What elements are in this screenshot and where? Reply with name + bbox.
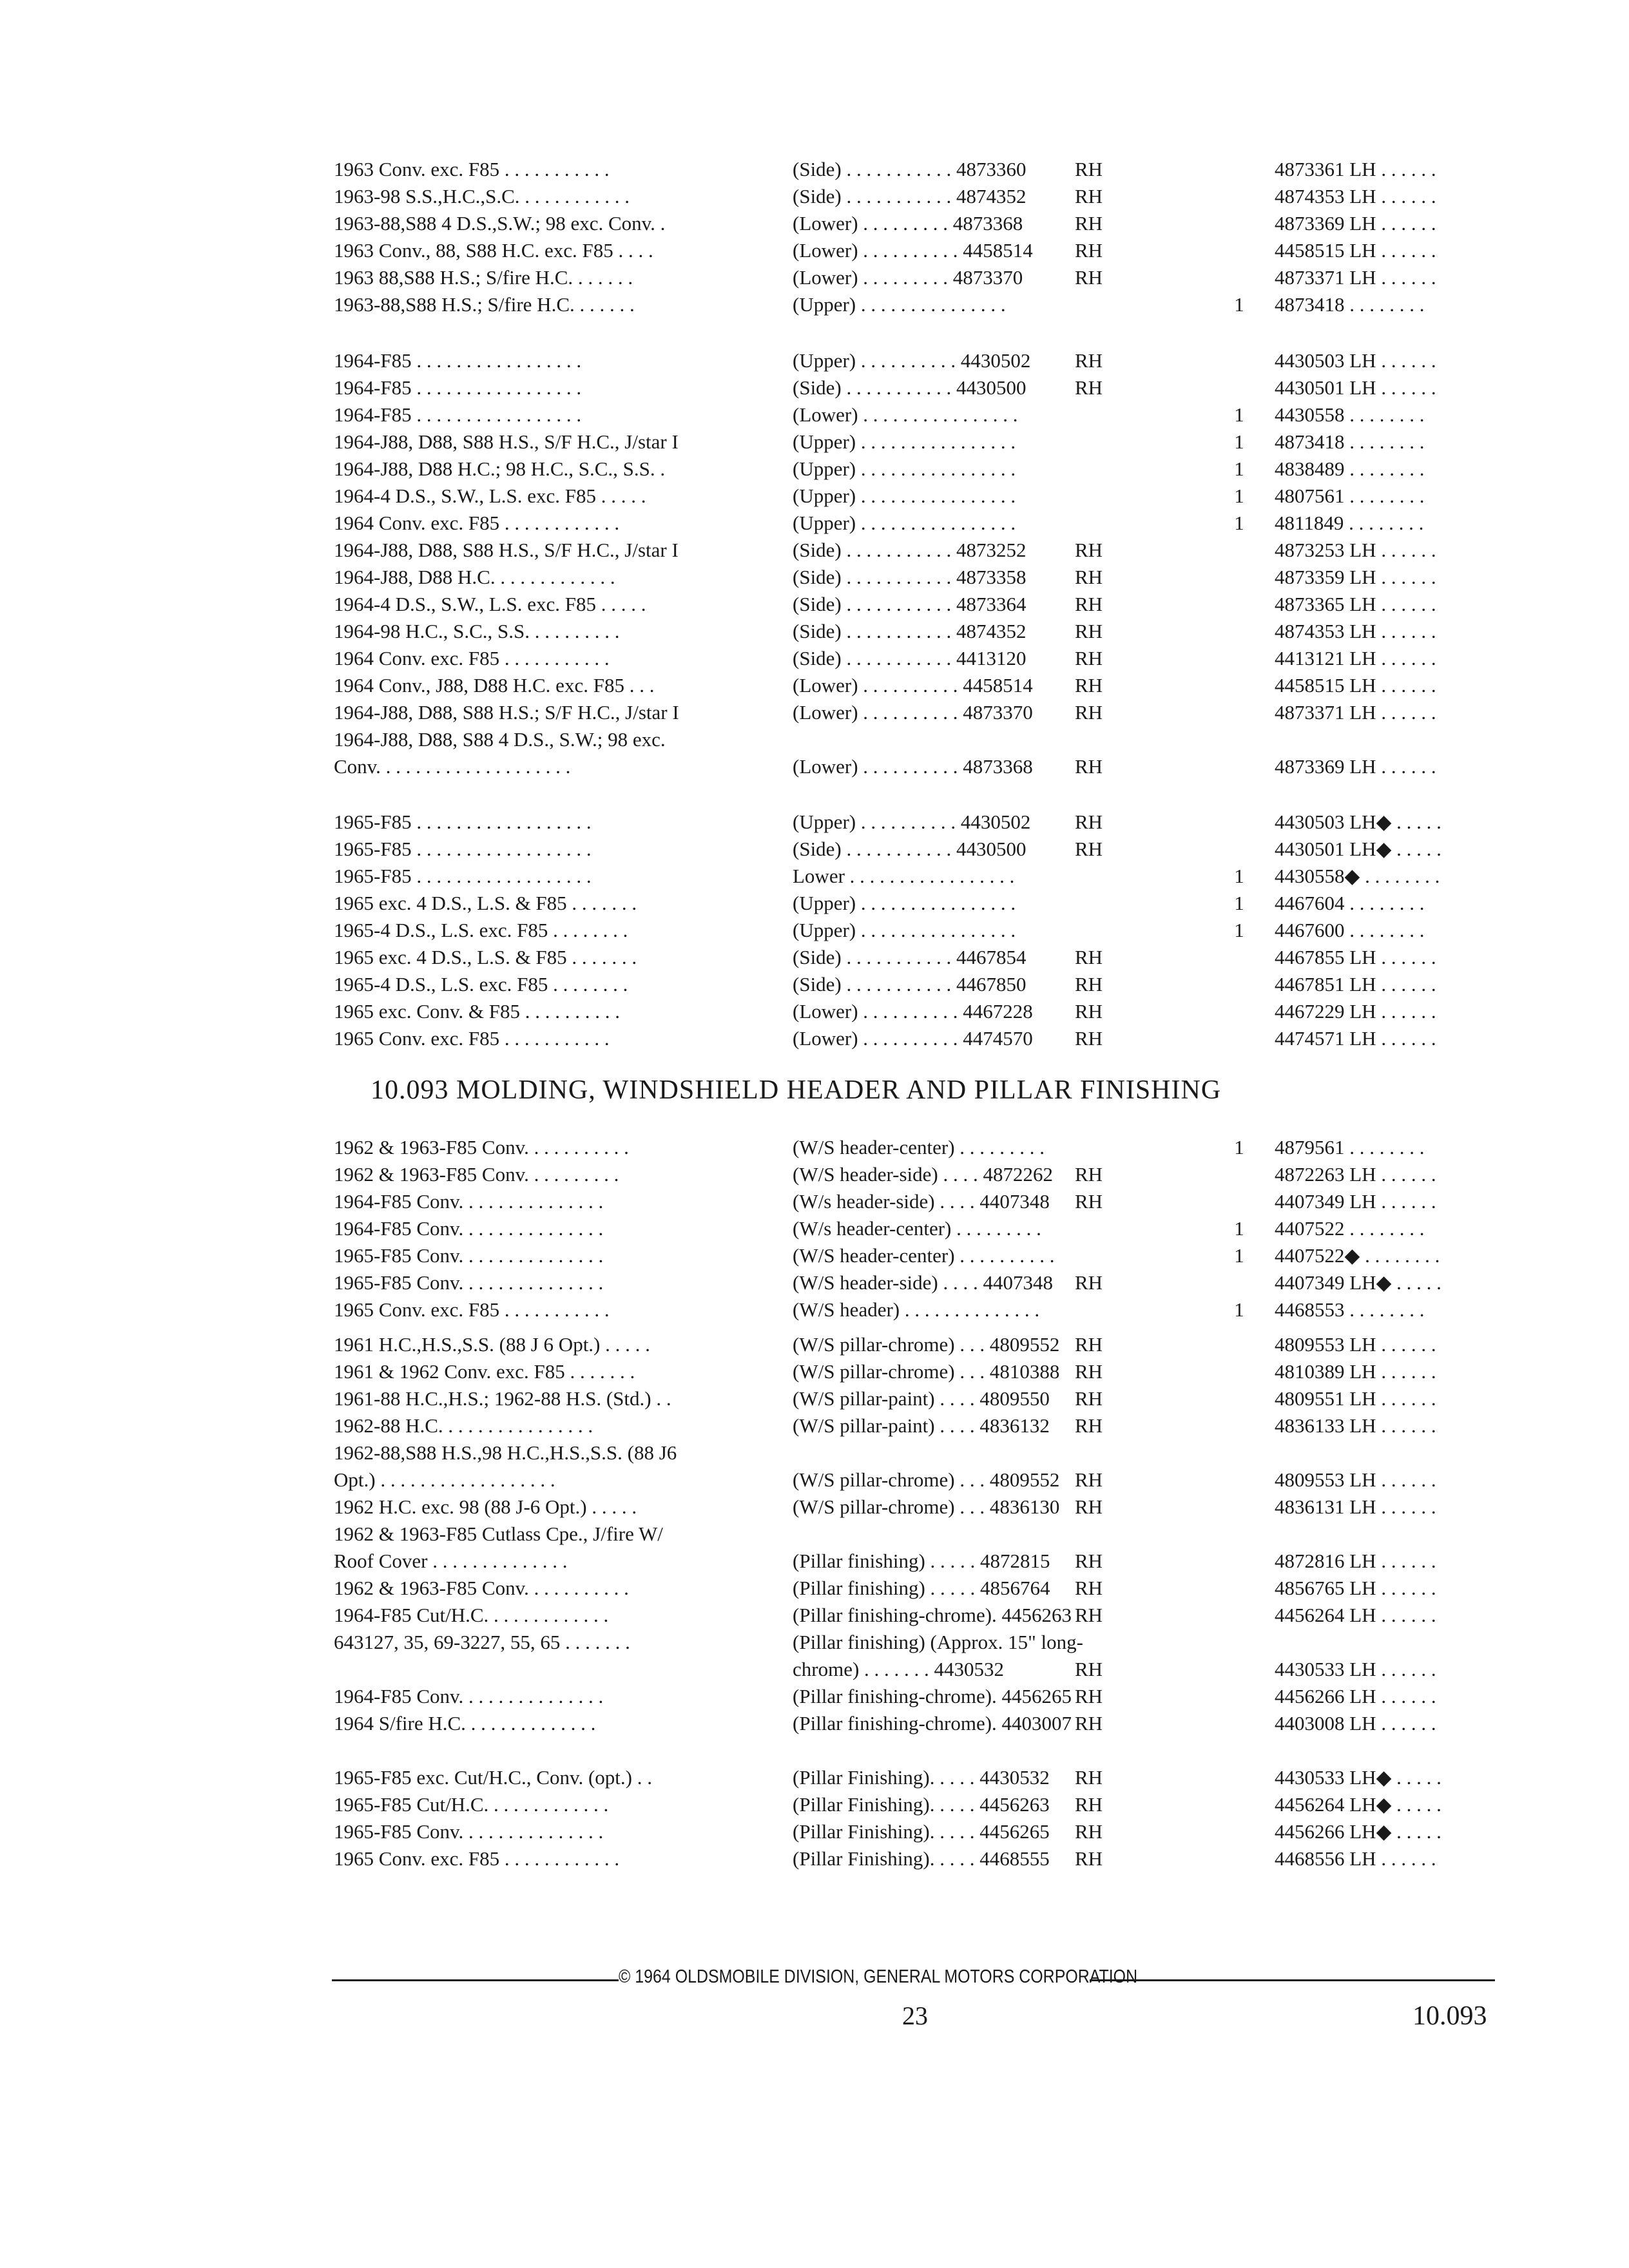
location-part-number: (Side) . . . . . . . . . . . 4413120 — [793, 647, 1027, 669]
lh-part-number: 4430503 LH . . . . . . — [1275, 349, 1436, 372]
location-part-number: (Side) . . . . . . . . . . . 4873252 — [793, 539, 1027, 561]
parts-group — [334, 1134, 1519, 1323]
lh-part-number: 4873253 LH . . . . . . — [1275, 539, 1436, 561]
application-text: 1963 Conv., 88, S88 H.C. exc. F85 . . . . — [334, 239, 653, 262]
application-text: 1965 exc. Conv. & F85 . . . . . . . . . . — [334, 1000, 621, 1023]
location-part-number: (W/s header-center) . . . . . . . . . — [793, 1217, 1041, 1240]
rh-label: RH — [1075, 1360, 1103, 1383]
quantity: 1 — [1234, 512, 1244, 534]
location-part-number: (Pillar Finishing). . . . . 4430532 — [793, 1766, 1050, 1789]
lh-part-number: 4468553 . . . . . . . . — [1275, 1298, 1425, 1321]
application-text: 1965 Conv. exc. F85 . . . . . . . . . . . — [334, 1027, 610, 1050]
parts-row — [334, 1161, 1519, 1188]
application-text: 1964-F85 Cut/H.C. . . . . . . . . . . . . — [334, 1604, 609, 1626]
parts-row — [334, 944, 1519, 971]
rh-label: RH — [1075, 811, 1103, 833]
rh-label: RH — [1075, 1793, 1103, 1816]
lh-part-number: 4456264 LH◆ . . . . . — [1275, 1793, 1441, 1816]
application-text: 1965-F85 Conv. . . . . . . . . . . . . . . — [334, 1271, 604, 1294]
location-part-number: (Lower) . . . . . . . . . . 4474570 — [793, 1027, 1033, 1050]
application-text: Conv. . . . . . . . . . . . . . . . . . . . — [334, 755, 571, 778]
parts-row — [334, 917, 1519, 944]
location-part-number: (Side) . . . . . . . . . . . 4874352 — [793, 185, 1027, 207]
application-text: 1965 Conv. exc. F85 . . . . . . . . . . . . — [334, 1847, 620, 1870]
parts-row — [334, 1602, 1519, 1629]
application-text: 1964-F85 . . . . . . . . . . . . . . . . . — [334, 376, 582, 399]
location-part-number: Lower . . . . . . . . . . . . . . . . . — [793, 865, 1015, 887]
rh-label: RH — [1075, 1190, 1103, 1213]
location-part-number: (Upper) . . . . . . . . . . 4430502 — [793, 811, 1031, 833]
parts-row — [334, 1683, 1519, 1710]
parts-row — [334, 1412, 1519, 1439]
application-text: 1964 Conv. exc. F85 . . . . . . . . . . . . — [334, 512, 620, 534]
parts-group — [334, 1331, 1519, 1737]
parts-row — [334, 726, 1519, 753]
location-part-number: (Pillar finishing) (Approx. 15" long- — [793, 1631, 1083, 1653]
application-text: 1964-J88, D88, S88 4 D.S., S.W.; 98 exc. — [334, 728, 666, 751]
rh-label: RH — [1075, 755, 1103, 778]
parts-row — [334, 264, 1519, 291]
location-part-number: (W/S pillar-chrome) . . . 4810388 — [793, 1360, 1060, 1383]
lh-part-number: 4430558◆ . . . . . . . . — [1275, 865, 1440, 887]
location-part-number: (Lower) . . . . . . . . . . 4458514 — [793, 239, 1033, 262]
application-text: 1965-F85 . . . . . . . . . . . . . . . . . . — [334, 811, 592, 833]
rh-label: RH — [1075, 1387, 1103, 1410]
location-part-number: (Lower) . . . . . . . . . . . . . . . . — [793, 403, 1018, 426]
lh-part-number: 4430501 LH . . . . . . — [1275, 376, 1436, 399]
parts-row — [334, 1548, 1519, 1575]
parts-row — [334, 1656, 1519, 1683]
parts-row — [334, 428, 1519, 456]
rh-label: RH — [1075, 1495, 1103, 1518]
lh-part-number: 4458515 LH . . . . . . — [1275, 239, 1436, 262]
location-part-number: (Side) . . . . . . . . . . . 4467850 — [793, 973, 1027, 995]
parts-row — [334, 537, 1519, 564]
parts-group — [334, 156, 1519, 318]
quantity: 1 — [1234, 892, 1244, 914]
lh-part-number: 4458515 LH . . . . . . — [1275, 674, 1436, 697]
rh-label: RH — [1075, 620, 1103, 642]
lh-part-number: 4467855 LH . . . . . . — [1275, 946, 1436, 968]
rh-label: RH — [1075, 1333, 1103, 1356]
rh-label: RH — [1075, 593, 1103, 615]
location-part-number: (Side) . . . . . . . . . . . 4430500 — [793, 838, 1027, 860]
parts-group — [334, 347, 1519, 780]
quantity: 1 — [1234, 1298, 1244, 1321]
parts-row — [334, 374, 1519, 401]
parts-row — [334, 699, 1519, 726]
location-part-number: (W/S pillar-paint) . . . . 4836132 — [793, 1414, 1050, 1437]
parts-row — [334, 1439, 1519, 1466]
location-part-number: (Upper) . . . . . . . . . . 4430502 — [793, 349, 1031, 372]
application-text: 1962 & 1963-F85 Cutlass Cpe., J/fire W/ — [334, 1523, 663, 1545]
parts-row — [334, 1134, 1519, 1161]
rh-label: RH — [1075, 1685, 1103, 1707]
location-part-number: (Upper) . . . . . . . . . . . . . . . . — [793, 430, 1016, 453]
location-part-number: (W/S pillar-paint) . . . . 4809550 — [793, 1387, 1050, 1410]
quantity: 1 — [1234, 1244, 1244, 1267]
lh-part-number: 4468556 LH . . . . . . — [1275, 1847, 1436, 1870]
application-text: 1963 88,S88 H.S.; S/fire H.C. . . . . . . — [334, 266, 633, 289]
location-part-number: (W/s header-side) . . . . 4407348 — [793, 1190, 1050, 1213]
rh-label: RH — [1075, 946, 1103, 968]
lh-part-number: 4873365 LH . . . . . . — [1275, 593, 1436, 615]
parts-row — [334, 1845, 1519, 1872]
application-text: 1965-F85 Conv. . . . . . . . . . . . . . . — [334, 1244, 604, 1267]
lh-part-number: 4430558 . . . . . . . . — [1275, 403, 1425, 426]
application-text: 1964-F85 . . . . . . . . . . . . . . . . . — [334, 349, 582, 372]
parts-row — [334, 890, 1519, 917]
location-part-number: (Pillar finishing-chrome). 4403007 — [793, 1712, 1072, 1735]
parts-row — [334, 1025, 1519, 1052]
application-text: 1965-F85 Conv. . . . . . . . . . . . . . . — [334, 1820, 604, 1843]
application-text: 1964-4 D.S., S.W., L.S. exc. F85 . . . . . — [334, 593, 646, 615]
lh-part-number: 4430533 LH . . . . . . — [1275, 1658, 1436, 1680]
lh-part-number: 4873361 LH . . . . . . — [1275, 158, 1436, 180]
application-text: 1962 H.C. exc. 98 (88 J-6 Opt.) . . . . . — [334, 1495, 637, 1518]
application-text: 1964-F85 Conv. . . . . . . . . . . . . . . — [334, 1190, 604, 1213]
lh-part-number: 4467851 LH . . . . . . — [1275, 973, 1436, 995]
rh-label: RH — [1075, 674, 1103, 697]
lh-part-number: 4413121 LH . . . . . . — [1275, 647, 1436, 669]
rh-label: RH — [1075, 1271, 1103, 1294]
parts-row — [334, 456, 1519, 483]
copyright-notice: © 1964 OLDSMOBILE DIVISION, GENERAL MOTORS CORPORATION — [619, 1966, 1138, 1987]
lh-part-number: 4874353 LH . . . . . . — [1275, 620, 1436, 642]
lh-part-number: 4872263 LH . . . . . . — [1275, 1163, 1436, 1186]
lh-part-number: 4873371 LH . . . . . . — [1275, 701, 1436, 724]
application-text: 1965-F85 . . . . . . . . . . . . . . . . . . — [334, 838, 592, 860]
application-text: 1964 S/fire H.C. . . . . . . . . . . . . . — [334, 1712, 596, 1735]
parts-row — [334, 1466, 1519, 1494]
location-part-number: (W/S header-side) . . . . 4407348 — [793, 1271, 1053, 1294]
location-part-number: (Upper) . . . . . . . . . . . . . . . . — [793, 485, 1016, 507]
location-part-number: (Lower) . . . . . . . . . . 4458514 — [793, 674, 1033, 697]
parts-row — [334, 483, 1519, 510]
rh-label: RH — [1075, 1468, 1103, 1491]
lh-part-number: 4872816 LH . . . . . . — [1275, 1550, 1436, 1572]
application-text: Opt.) . . . . . . . . . . . . . . . . . . — [334, 1468, 555, 1491]
application-text: 1964-98 H.C., S.C., S.S. . . . . . . . . . — [334, 620, 620, 642]
parts-row — [334, 291, 1519, 318]
parts-row — [334, 347, 1519, 374]
rh-label: RH — [1075, 266, 1103, 289]
parts-row — [334, 183, 1519, 210]
application-text: 1965-4 D.S., L.S. exc. F85 . . . . . . . . — [334, 919, 628, 941]
parts-row — [334, 618, 1519, 645]
application-text: 1965-4 D.S., L.S. exc. F85 . . . . . . . . — [334, 973, 628, 995]
lh-part-number: 4407349 LH . . . . . . — [1275, 1190, 1436, 1213]
application-text: 1961 H.C.,H.S.,S.S. (88 J 6 Opt.) . . . . . — [334, 1333, 650, 1356]
location-part-number: (Side) . . . . . . . . . . . 4874352 — [793, 620, 1027, 642]
location-part-number: (Lower) . . . . . . . . . 4873370 — [793, 266, 1023, 289]
rh-label: RH — [1075, 1000, 1103, 1023]
parts-row — [334, 1215, 1519, 1242]
lh-part-number: 4407522◆ . . . . . . . . — [1275, 1244, 1440, 1267]
parts-row — [334, 510, 1519, 537]
lh-part-number: 4810389 LH . . . . . . — [1275, 1360, 1436, 1383]
application-text: 1964-J88, D88, S88 H.S., S/F H.C., J/star I — [334, 539, 679, 561]
location-part-number: (Lower) . . . . . . . . . . 4873368 — [793, 755, 1033, 778]
lh-part-number: 4809551 LH . . . . . . — [1275, 1387, 1436, 1410]
lh-part-number: 4873369 LH . . . . . . — [1275, 755, 1436, 778]
rh-label: RH — [1075, 1820, 1103, 1843]
location-part-number: (Pillar Finishing). . . . . 4456263 — [793, 1793, 1050, 1816]
location-part-number: (Upper) . . . . . . . . . . . . . . . . — [793, 892, 1016, 914]
quantity: 1 — [1234, 1217, 1244, 1240]
lh-part-number: 4430501 LH◆ . . . . . — [1275, 838, 1441, 860]
parts-row — [334, 645, 1519, 672]
rh-label: RH — [1075, 1163, 1103, 1186]
application-text: 1961 & 1962 Conv. exc. F85 . . . . . . . — [334, 1360, 635, 1383]
parts-row — [334, 672, 1519, 699]
page-number: 23 — [902, 2001, 928, 2030]
rh-label: RH — [1075, 1577, 1103, 1599]
lh-part-number: 4873418 . . . . . . . . — [1275, 293, 1425, 316]
location-part-number: (W/S header-side) . . . . 4872262 — [793, 1163, 1053, 1186]
parts-row — [334, 237, 1519, 264]
parts-row — [334, 1188, 1519, 1215]
parts-row — [334, 1764, 1519, 1791]
lh-part-number: 4838489 . . . . . . . . — [1275, 457, 1425, 480]
parts-row — [334, 998, 1519, 1025]
application-text: 1962-88,S88 H.S.,98 H.C.,H.S.,S.S. (88 J6 — [334, 1441, 677, 1464]
parts-row — [334, 971, 1519, 998]
location-part-number: (Upper) . . . . . . . . . . . . . . . . — [793, 512, 1016, 534]
rh-label: RH — [1075, 1027, 1103, 1050]
application-text: 1965-F85 Cut/H.C. . . . . . . . . . . . . — [334, 1793, 609, 1816]
application-text: Roof Cover . . . . . . . . . . . . . . — [334, 1550, 568, 1572]
lh-part-number: 4456266 LH . . . . . . — [1275, 1685, 1436, 1707]
parts-row — [334, 1791, 1519, 1818]
lh-part-number: 4467229 LH . . . . . . — [1275, 1000, 1436, 1023]
lh-part-number: 4836133 LH . . . . . . — [1275, 1414, 1436, 1437]
rh-label: RH — [1075, 701, 1103, 724]
lh-part-number: 4430503 LH◆ . . . . . — [1275, 811, 1441, 833]
parts-row — [334, 863, 1519, 890]
parts-row — [334, 1331, 1519, 1358]
application-text: 1963-98 S.S.,H.C.,S.C. . . . . . . . . . . . — [334, 185, 630, 207]
quantity: 1 — [1234, 485, 1244, 507]
application-text: 1964 Conv., J88, D88 H.C. exc. F85 . . . — [334, 674, 655, 697]
location-part-number: (Side) . . . . . . . . . . . 4873360 — [793, 158, 1027, 180]
parts-row — [334, 564, 1519, 591]
rh-label: RH — [1075, 566, 1103, 588]
application-text: 1962 & 1963-F85 Conv. . . . . . . . . . . — [334, 1136, 629, 1158]
location-part-number: (Pillar finishing) . . . . . 4856764 — [793, 1577, 1050, 1599]
application-text: 1962-88 H.C. . . . . . . . . . . . . . . . — [334, 1414, 593, 1437]
lh-part-number: 4873371 LH . . . . . . — [1275, 266, 1436, 289]
location-part-number: (Upper) . . . . . . . . . . . . . . . . — [793, 457, 1016, 480]
parts-row — [334, 401, 1519, 428]
parts-row — [334, 156, 1519, 183]
lh-part-number: 4467604 . . . . . . . . — [1275, 892, 1425, 914]
quantity: 1 — [1234, 403, 1244, 426]
lh-part-number: 4407349 LH◆ . . . . . — [1275, 1271, 1441, 1294]
quantity: 1 — [1234, 919, 1244, 941]
parts-row — [334, 1269, 1519, 1296]
parts-row — [334, 1818, 1519, 1845]
parts-row — [334, 809, 1519, 836]
lh-part-number: 4809553 LH . . . . . . — [1275, 1468, 1436, 1491]
location-part-number: (Pillar Finishing). . . . . 4468555 — [793, 1847, 1050, 1870]
application-text: 1965 Conv. exc. F85 . . . . . . . . . . . — [334, 1298, 610, 1321]
lh-part-number: 4809553 LH . . . . . . — [1275, 1333, 1436, 1356]
parts-row — [334, 591, 1519, 618]
section-title: 10.093 MOLDING, WINDSHIELD HEADER AND PILLAR FINISHING — [371, 1075, 1222, 1105]
application-text: 1964-J88, D88, S88 H.S., S/F H.C., J/star I — [334, 430, 679, 453]
lh-part-number: 4873418 . . . . . . . . — [1275, 430, 1425, 453]
location-part-number: (Lower) . . . . . . . . . . 4873370 — [793, 701, 1033, 724]
quantity: 1 — [1234, 865, 1244, 887]
parts-row — [334, 1629, 1519, 1656]
location-part-number: (Upper) . . . . . . . . . . . . . . . — [793, 293, 1006, 316]
application-text: 1963 Conv. exc. F85 . . . . . . . . . . . — [334, 158, 610, 180]
lh-part-number: 4430533 LH◆ . . . . . — [1275, 1766, 1441, 1789]
application-text: 1964-J88, D88 H.C. . . . . . . . . . . . . — [334, 566, 615, 588]
quantity: 1 — [1234, 293, 1244, 316]
lh-part-number: 4879561 . . . . . . . . — [1275, 1136, 1425, 1158]
lh-part-number: 4456264 LH . . . . . . — [1275, 1604, 1436, 1626]
rh-label: RH — [1075, 1414, 1103, 1437]
quantity: 1 — [1234, 1136, 1244, 1158]
quantity: 1 — [1234, 430, 1244, 453]
rh-label: RH — [1075, 1658, 1103, 1680]
rh-label: RH — [1075, 1766, 1103, 1789]
application-text: 1965 exc. 4 D.S., L.S. & F85 . . . . . . . — [334, 946, 637, 968]
rh-label: RH — [1075, 647, 1103, 669]
location-part-number: (Side) . . . . . . . . . . . 4430500 — [793, 376, 1027, 399]
location-part-number: (W/S header) . . . . . . . . . . . . . . — [793, 1298, 1040, 1321]
rh-label: RH — [1075, 376, 1103, 399]
application-text: 1964-J88, D88 H.C.; 98 H.C., S.C., S.S. . — [334, 457, 666, 480]
application-text: 1965-F85 exc. Cut/H.C., Conv. (opt.) . . — [334, 1766, 652, 1789]
parts-row — [334, 1494, 1519, 1521]
rh-label: RH — [1075, 1550, 1103, 1572]
application-text: 1964-F85 Conv. . . . . . . . . . . . . . . — [334, 1685, 604, 1707]
location-part-number: (Pillar finishing-chrome). 4456265 — [793, 1685, 1072, 1707]
parts-row — [334, 1710, 1519, 1737]
parts-group — [334, 809, 1519, 1052]
parts-row — [334, 1242, 1519, 1269]
application-text: 643127, 35, 69-3227, 55, 65 . . . . . . . — [334, 1631, 630, 1653]
application-text: 1961-88 H.C.,H.S.; 1962-88 H.S. (Std.) . . — [334, 1387, 671, 1410]
application-text: 1963-88,S88 4 D.S.,S.W.; 98 exc. Conv. . — [334, 212, 666, 235]
location-part-number: (W/S pillar-chrome) . . . 4809552 — [793, 1333, 1060, 1356]
lh-part-number: 4836131 LH . . . . . . — [1275, 1495, 1436, 1518]
lh-part-number: 4856765 LH . . . . . . — [1275, 1577, 1436, 1599]
lh-part-number: 4807561 . . . . . . . . — [1275, 485, 1425, 507]
parts-row — [334, 836, 1519, 863]
location-part-number: (W/S pillar-chrome) . . . 4836130 — [793, 1495, 1060, 1518]
application-text: 1965 exc. 4 D.S., L.S. & F85 . . . . . . . — [334, 892, 637, 914]
rh-label: RH — [1075, 349, 1103, 372]
rh-label: RH — [1075, 158, 1103, 180]
lh-part-number: 4873359 LH . . . . . . — [1275, 566, 1436, 588]
location-part-number: (Pillar Finishing). . . . . 4456265 — [793, 1820, 1050, 1843]
application-text: 1965-F85 . . . . . . . . . . . . . . . . . . — [334, 865, 592, 887]
location-part-number: (Side) . . . . . . . . . . . 4873364 — [793, 593, 1027, 615]
application-text: 1963-88,S88 H.S.; S/fire H.C. . . . . . . — [334, 293, 635, 316]
application-text: 1962 & 1963-F85 Conv. . . . . . . . . . . — [334, 1577, 629, 1599]
location-part-number: (Lower) . . . . . . . . . 4873368 — [793, 212, 1023, 235]
location-part-number: (W/S header-center) . . . . . . . . . . — [793, 1244, 1055, 1267]
parts-row — [334, 1521, 1519, 1548]
rh-label: RH — [1075, 1847, 1103, 1870]
lh-part-number: 4456266 LH◆ . . . . . — [1275, 1820, 1441, 1843]
rh-label: RH — [1075, 539, 1103, 561]
application-text: 1964-F85 Conv. . . . . . . . . . . . . . . — [334, 1217, 604, 1240]
lh-part-number: 4873369 LH . . . . . . — [1275, 212, 1436, 235]
application-text: 1964 Conv. exc. F85 . . . . . . . . . . . — [334, 647, 610, 669]
rh-label: RH — [1075, 1604, 1103, 1626]
quantity: 1 — [1234, 457, 1244, 480]
parts-row — [334, 1296, 1519, 1323]
parts-row — [334, 1358, 1519, 1385]
location-part-number: (Side) . . . . . . . . . . . 4467854 — [793, 946, 1027, 968]
parts-row — [334, 753, 1519, 780]
location-part-number: (Upper) . . . . . . . . . . . . . . . . — [793, 919, 1016, 941]
lh-part-number: 4407522 . . . . . . . . — [1275, 1217, 1425, 1240]
lh-part-number: 4467600 . . . . . . . . — [1275, 919, 1425, 941]
location-part-number: (Lower) . . . . . . . . . . 4467228 — [793, 1000, 1033, 1023]
lh-part-number: 4811849 . . . . . . . . — [1275, 512, 1424, 534]
application-text: 1964-4 D.S., S.W., L.S. exc. F85 . . . . . — [334, 485, 646, 507]
rh-label: RH — [1075, 1712, 1103, 1735]
rh-label: RH — [1075, 185, 1103, 207]
lh-part-number: 4474571 LH . . . . . . — [1275, 1027, 1436, 1050]
parts-group — [334, 1764, 1519, 1872]
lh-part-number: 4874353 LH . . . . . . — [1275, 185, 1436, 207]
location-part-number: (W/S header-center) . . . . . . . . . — [793, 1136, 1045, 1158]
parts-row — [334, 210, 1519, 237]
parts-row — [334, 1575, 1519, 1602]
parts-row — [334, 1385, 1519, 1412]
rh-label: RH — [1075, 212, 1103, 235]
location-part-number: (W/S pillar-chrome) . . . 4809552 — [793, 1468, 1060, 1491]
rh-label: RH — [1075, 838, 1103, 860]
application-text: 1964-F85 . . . . . . . . . . . . . . . . . — [334, 403, 582, 426]
lh-part-number: 4403008 LH . . . . . . — [1275, 1712, 1436, 1735]
application-text: 1964-J88, D88, S88 H.S.; S/F H.C., J/star I — [334, 701, 679, 724]
application-text: 1962 & 1963-F85 Conv. . . . . . . . . . — [334, 1163, 619, 1186]
location-part-number: (Pillar finishing) . . . . . 4872815 — [793, 1550, 1050, 1572]
location-part-number: chrome) . . . . . . . 4430532 — [793, 1658, 1005, 1680]
section-number: 10.093 — [1412, 2001, 1487, 2031]
rh-label: RH — [1075, 239, 1103, 262]
location-part-number: (Pillar finishing-chrome). 4456263 — [793, 1604, 1072, 1626]
location-part-number: (Side) . . . . . . . . . . . 4873358 — [793, 566, 1027, 588]
rh-label: RH — [1075, 973, 1103, 995]
